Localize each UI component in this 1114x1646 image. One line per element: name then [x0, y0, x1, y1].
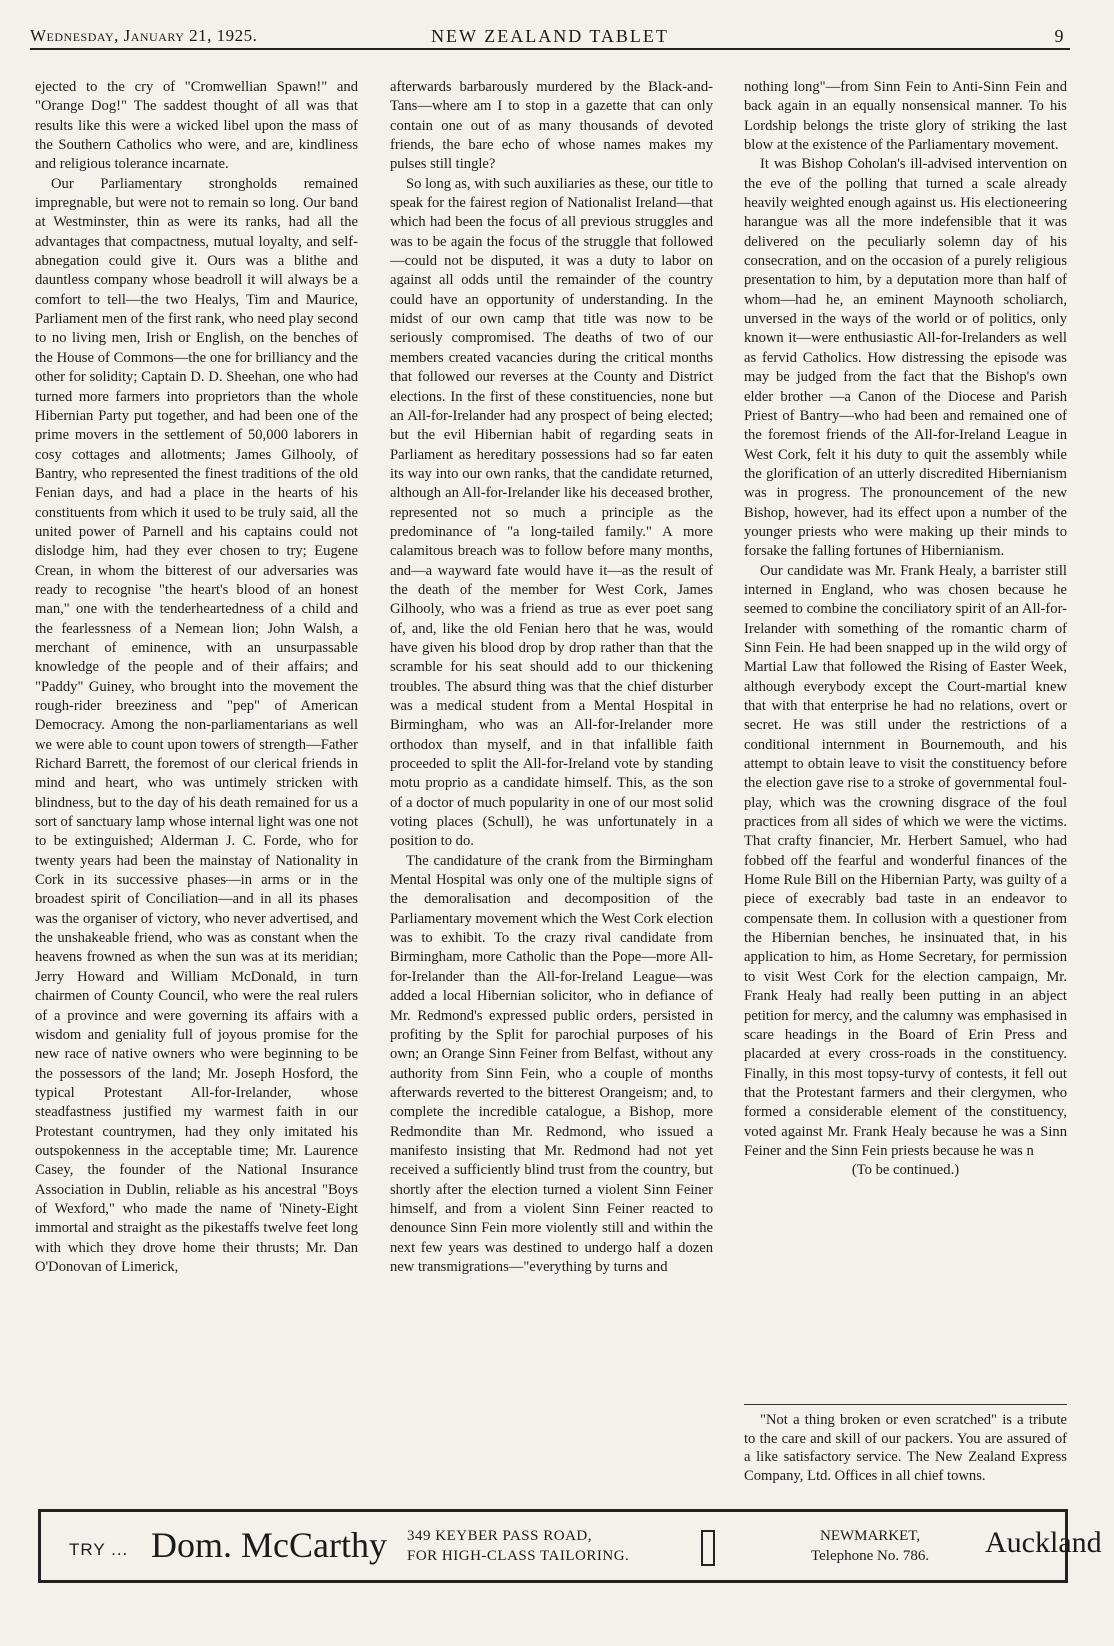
ad-address-line: 349 KEYBER PASS ROAD,: [407, 1528, 592, 1544]
ad-telephone: Telephone No. 786.: [811, 1548, 930, 1564]
notice-text: "Not a thing broken or even scratched" is a tribute to the care and skill of our packers. You are assured of a like satisfactory service. The New Zealand Express Company, Ltd. Offices in all chief towns.: [744, 1412, 1067, 1484]
ad-location: [811, 1526, 929, 1566]
ad-location-line: NEWMARKET,: [819, 1528, 921, 1544]
paragraph: Our Parliamentary strongholds remained impregnable, but were not to remain so long. Our band at Westminster, thin as were its ranks, had all the advantages that compactness, mutual loyalty, and self-abnegation could give it. Ours was a blithe and dauntless company whose beadroll it will always be a comfort to tell—the two Healys, Tim and Maurice, Parliament men of the first rank, who need play second to no living men, Irish or English, on the benches of the House of Commons—the one for brilliancy and the other for solidity; Captain D. D. Sheehan, one who had turned more farmers into proprietors than the whole Hibernian Party put together, and had been one of the prime movers in the settlement of 50,000 laborers in cosy cottages and allotments; James Gilhooly, of Bantry, who represented the finest traditions of the old Fenian days, and had a place in the hearts of his constituents from which it used to be truly said, all the united power of Parnell and his captains could not dislodge him, had they ever chosen to try; Eugene Crean, in whom the bitterest of our adversaries was ready to recognise "the heart's blood of an honest man," one with the tenderheartedness of a child and the fearlessness of a Nemean lion; John Walsh, a merchant of eminence, with an unsurpassable knowledge of the people and of their affairs; and "Paddy" Guiney, who brought into the movement the rough-rider breeziness and "pep" of American Democracy. Among the non-parliamentarians as well we were able to count upon towers of strength—Father Richard Barrett, the foremost of our clerical friends in mind and heart, who was untimely stricken with blindness, but to the day of his death remained for us a sort of sanctuary lamp whose internal light was one not to be extinguished; Alderman J. C. Forde, who for twenty years had been the mainstay of Nationality in Cork in its successive phases—in arms or in the broadest spirit of Conciliation—and in all its phases was the organiser of victory, who never advertised, and the unshakeable friend, who was as constant when the heavens frowned as when the sun was at its meridian; Jerry Howard and William McDonald, in turn chairmen of County Council, who were the real rulers of a province and were governing its affairs with a wisdom and geniality full of joyous promise for the new race of native owners who were beginning to be the possessors of the land; Mr. Joseph Hosford, the typical Protestant All-for-Irelander, whose steadfastness justified my warmest faith in our Protestant countrymen, had they only imitated his outspokenness in the acceptable time; Mr. Laurence Casey, the founder of the National Insurance Association in Dublin, reliable as his ancestral "Boys of Wexford," who made the name of 'Ninety-Eight immortal and straight as the pikestaffs twelve feet long with which they drove home their thrusts; Mr. Dan O'Donovan of Limerick,: [35, 175, 358, 1275]
ad-ornament: [701, 1530, 715, 1566]
paragraph: It was Bishop Coholan's ill-advised intervention on the eve of the polling that turned a scale already heavily weighted enough against us. His electioneering harangue was all the more indefensible that it was delivered on the peculiarly solemn day of his consecration, and on the occasion of a purely religious presentation to him, by a deputation more than half of whom—had he, an eminent Maynooth scholiarch, unversed in the ways of the world or of politics, only known it—were enthusiastic All-for-Irelanders as well as fervid Catholics. How distressing the episode was may be judged from the fact that the Bishop's own elder brother —a Canon of the Diocese and Parish Priest of Bantry—who had been and remained one of the foremost friends of the All-for-Ireland League in West Cork, felt it his duty to quit the assembly while the glorification of an utterly discredited Hibernianism was in progress. The pronouncement of the new Bishop, however, had its effect upon a number of the younger priests who were making up their minds to forsake the falling fortunes of Hibernianism.: [744, 156, 1067, 560]
page-header: [30, 26, 1070, 50]
publication-title: NEW ZEALAND TABLET: [431, 26, 669, 46]
paragraph: nothing long"—from Sinn Fein to Anti-Sinn Fein and back again in an equally nonsensical manner. To his Lordship belongs the triste glory of striking the last blow at the existence of the Parliamentary movement.: [744, 79, 1067, 154]
column-3: [744, 78, 1067, 1398]
continued-note: (To be continued.): [851, 1162, 960, 1179]
paragraph: afterwards barbarously murdered by the Black-and-Tans—where am I to stop in a gazette that can only contain one out of as many thousands of devoted friends, the bare echo of whose names makes my pulses still tingle?: [390, 79, 713, 173]
paragraph: The candidature of the crank from the Birmingham Mental Hospital was only one of the multiple signs of the demoralisation and decomposition of the Parliamentary movement which the West Cork election was to exhibit. To the crazy rival candidate from Birmingham, more Catholic than the Pope—more All-for-Irelander than the All-for-Ireland League—was added a local Hibernian solicitor, who in defiance of Mr. Redmond's expressed public orders, persisted in profiting by the Split for parochial purposes of his own; an Orange Sinn Feiner from Belfast, without any authority from Sinn Fein, who a couple of months afterwards reverted to the bitterest Orangeism; and, to complete the incredible catalogue, a Bishop, more Redmondite than Mr. Redmond, who issued a manifesto insisting that Mr. Redmond had not yet received a sufficiently blind trust from the country, but shortly after the election turned a violent Sinn Feiner himself, and from a violent Sinn Feiner reacted to denounce Sinn Fein more violently still and within the next few years was destined to undergo half a dozen new transmigrations—"everything by turns and: [390, 852, 713, 1275]
column-2: [390, 78, 713, 1468]
ad-address-line: FOR HIGH-CLASS TAILORING.: [407, 1548, 630, 1564]
column-1: [35, 78, 358, 1468]
page-number: 9: [1054, 26, 1064, 46]
express-company-notice: [744, 1404, 1067, 1485]
ad-address: [407, 1526, 629, 1566]
ad-try: TRY ...: [69, 1540, 129, 1559]
issue-date: Wednesday, January 21, 1925.: [30, 26, 258, 45]
paragraph: ejected to the cry of "Cromwellian Spawn!" and "Orange Dog!" The saddest thought of all was that results like this were a wicked libel upon the mass of the Southern Catholics who were, and are, kindliness and religious tolerance incarnate.: [35, 79, 358, 173]
paragraph: So long as, with such auxiliaries as these, our title to speak for the fairest region of Nationalist Ireland—that which had been the focus of all previous struggles and was to be again the focus of the struggle that followed—could not be disputed, it was a duty to labor on against all odds until the remainder of the country could have an opportunity of understanding. In the midst of our own camp that title was now to be seriously compromised. The deaths of two of our members created vacancies during the critical months that followed our reverses at the County and District elections. In the first of these constituencies, none but an All-for-Irelander had any prospect of being elected; but the evil Hibernian habit of regarding seats in Parliament as hereditary possessions had so far eaten its way into our own ranks, that the candidate returned, although an All-for-Irelander like his deceased brother, represented not so much a principle as the predominance of "a long-tailed family." A more calamitous breach was to follow before many months, and—a wayward fate would have it—as the result of the death of the member for West Cork, James Gilhooly, who was a friend as true as ever poet sang of, and, like the old Fenian hero that he was, would have given his blood drop by drop rather than that the scramble for his seat should add to our thickening troubles. The absurd thing was that the chief disturber was a medical student from a Mental Hospital in Birmingham, who was an All-for-Irelander more orthodox than myself, and in that infallible faith proceeded to split the All-for-Ireland vote by standing motu proprio as a candidate himself. This, as the son of a doctor of much popularity in one of our most solid voting places (Schull), he was unfortunately in a position to do.: [390, 175, 713, 850]
tailor-advertisement: [38, 1509, 1102, 1583]
ad-city: Auckland: [985, 1526, 1102, 1559]
ad-name: Dom. McCarthy: [151, 1525, 387, 1565]
paragraph: Our candidate was Mr. Frank Healy, a barrister still interned in England, who was chosen because he seemed to combine the conciliatory spirit of an All-for-Irelander with something of the romantic charm of Sinn Fein. He had been snapped up in the wild orgy of Martial Law that followed the Rising of Easter Week, although everybody except the Court-martial knew that with that enterprise he had no relations, overt or secret. He was still under the restrictions of a conditional internment in Bournemouth, and his attempt to obtain leave to visit the constituency before the election gave rise to a stroke of governmental foul-play, which was the crowning disgrace of the foul practices from all sides of which we were the victims. That crafty financier, Mr. Herbert Samuel, who had fobbed off the fearful and wonderful finances of the Home Rule Bill on the Hibernian Party, was guilty of a piece of execrably bad taste in an endeavor to compensate them. In collusion with a questioner from the Hibernian benches, he insinuated that, in his application to him, as Home Secretary, for permission to visit West Cork for the election campaign, Mr. Frank Healy had really been putting in an abject petition for mercy, and the calumny was emphasised in scare headings in the Board of Erin Press and placarded at every cross-roads in the constituency. Finally, in this most topsy-turvy of contests, it fell out that the Protestant farmers and their clergymen, who formed a considerable element of the constituency, voted against Mr. Frank Healy because he was a Sinn Feiner and the Sinn Fein priests because he was n: [744, 562, 1067, 1159]
